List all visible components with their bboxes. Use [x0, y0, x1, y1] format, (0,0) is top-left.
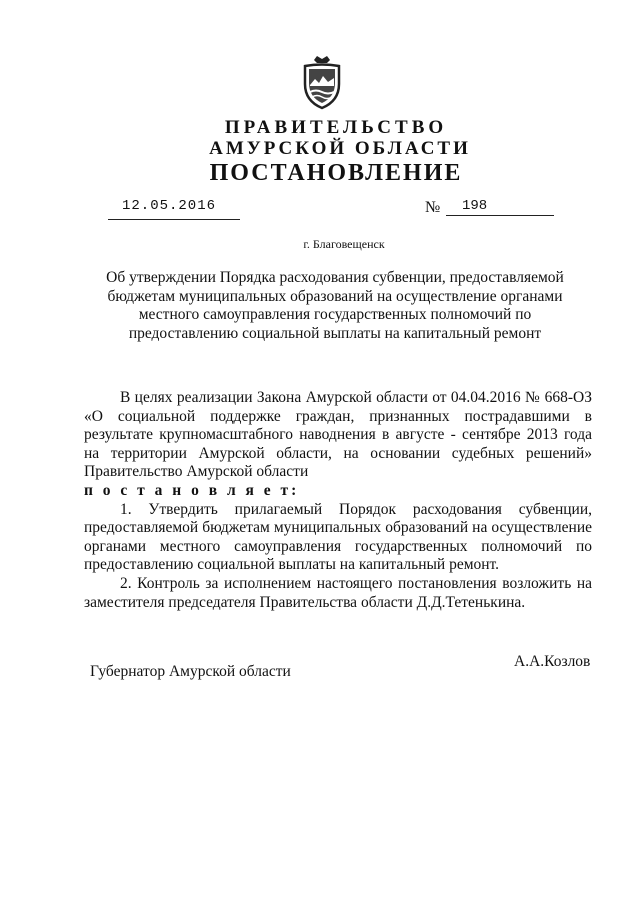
government-region: АМУРСКОЙ ОБЛАСТИ [209, 138, 471, 159]
coat-of-arms-icon [300, 54, 344, 110]
signatory-position: Губернатор Амурской области [90, 663, 291, 680]
decree-item-2: 2. Контроль за исполнением настоящего постановления возложить на заместителя председателя Правительства области Д.Д.Тетенькина. [84, 574, 592, 611]
signatory-name: А.А.Козлов [514, 653, 591, 670]
decree-item-1: 1. Утвердить прилагаемый Порядок расходования субвенции, предоставляемой бюджетам муниципальных образований на осуществление органами местного самоуправления государственных полномочий по предоставлению социальной выплаты на капитальный ремонт. [84, 500, 592, 574]
document-number: 198 [462, 198, 488, 214]
number-underline [446, 215, 554, 216]
issue-city: г. Благовещенск [303, 237, 385, 251]
number-label: № [425, 199, 441, 216]
document-date: 12.05.2016 [122, 198, 217, 214]
preamble-paragraph: В целях реализации Закона Амурской области от 04.04.2016 № 668-ОЗ «О социальной поддержке граждан, признанных пострадавшими в результате крупномасштабного наводнения в августе - сентябре 2013 года на территории Амурской области, на основании судебных решений» Правительство Амурской области [84, 389, 592, 481]
decree-word: п о с т а н о в л я е т: [84, 481, 300, 499]
government-title: ПРАВИТЕЛЬСТВО [224, 117, 448, 138]
document-body [84, 389, 592, 612]
document-title: Об утверждении Порядка расходования субвенции, предоставляемой бюджетам муниципальных образований на осуществление органами местного самоуправления государственных полномочий по предоставлению социальной выплаты на капитальный ремонт [106, 269, 564, 342]
document-type: ПОСТАНОВЛЕНИЕ [209, 160, 463, 186]
date-underline [108, 219, 240, 220]
